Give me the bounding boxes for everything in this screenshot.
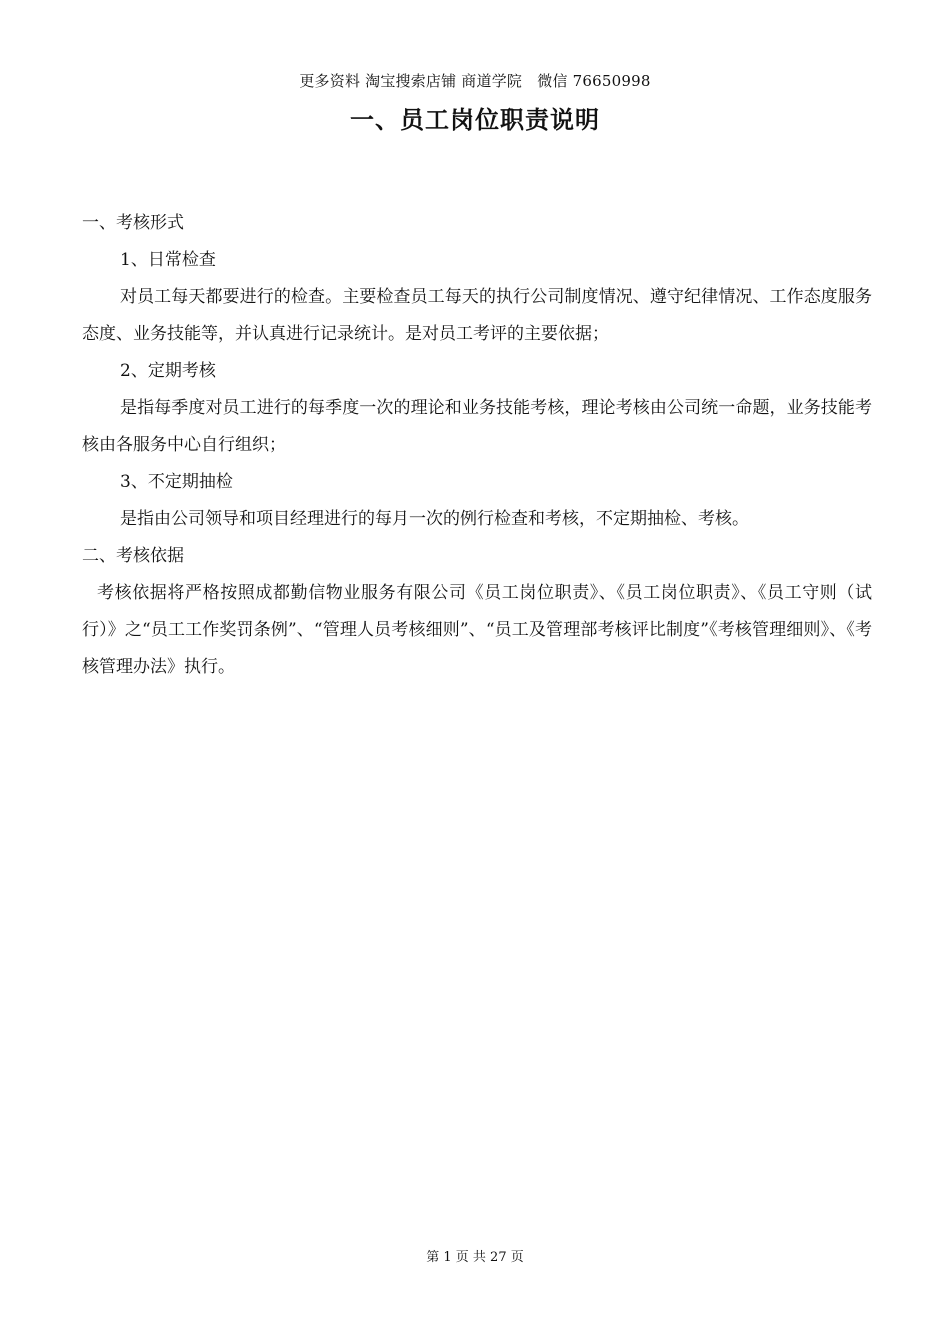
subsection-heading: 2、定期考核 [120, 361, 216, 381]
document-body [82, 205, 872, 686]
subsection-heading: 3、不定期抽检 [120, 472, 233, 492]
paragraph: 对员工每天都要进行的检查。主要检查员工每天的执行公司制度情况、遵守纪律情况、工作态度服务态度、业务技能等，并认真进行记录统计。是对员工考评的主要依据； [82, 287, 872, 344]
document-header: 更多资料 淘宝搜索店铺 商道学院 微信 76650998 [299, 72, 651, 90]
section-heading: 一、考核形式 [82, 213, 184, 233]
page-footer: 第 1 页 共 27 页 [426, 1250, 524, 1265]
paragraph: 是指由公司领导和项目经理进行的每月一次的例行检查和考核，不定期抽检、考核。 [120, 509, 749, 529]
section-heading: 二、考核依据 [82, 546, 184, 566]
paragraph: 考核依据将严格按照成都勤信物业服务有限公司《员工岗位职责》、《员工岗位职责》、《员工守则（试行）》之“员工工作奖罚条例”、“管理人员考核细则”、“员工及管理部考核评比制度”《考核管理细则》、《考核管理办法》执行。 [82, 583, 872, 677]
subsection-heading: 1、日常检查 [120, 250, 216, 270]
paragraph: 是指每季度对员工进行的每季度一次的理论和业务技能考核，理论考核由公司统一命题，业务技能考核由各服务中心自行组织； [82, 398, 872, 455]
document-title: 一、员工岗位职责说明 [350, 105, 600, 134]
